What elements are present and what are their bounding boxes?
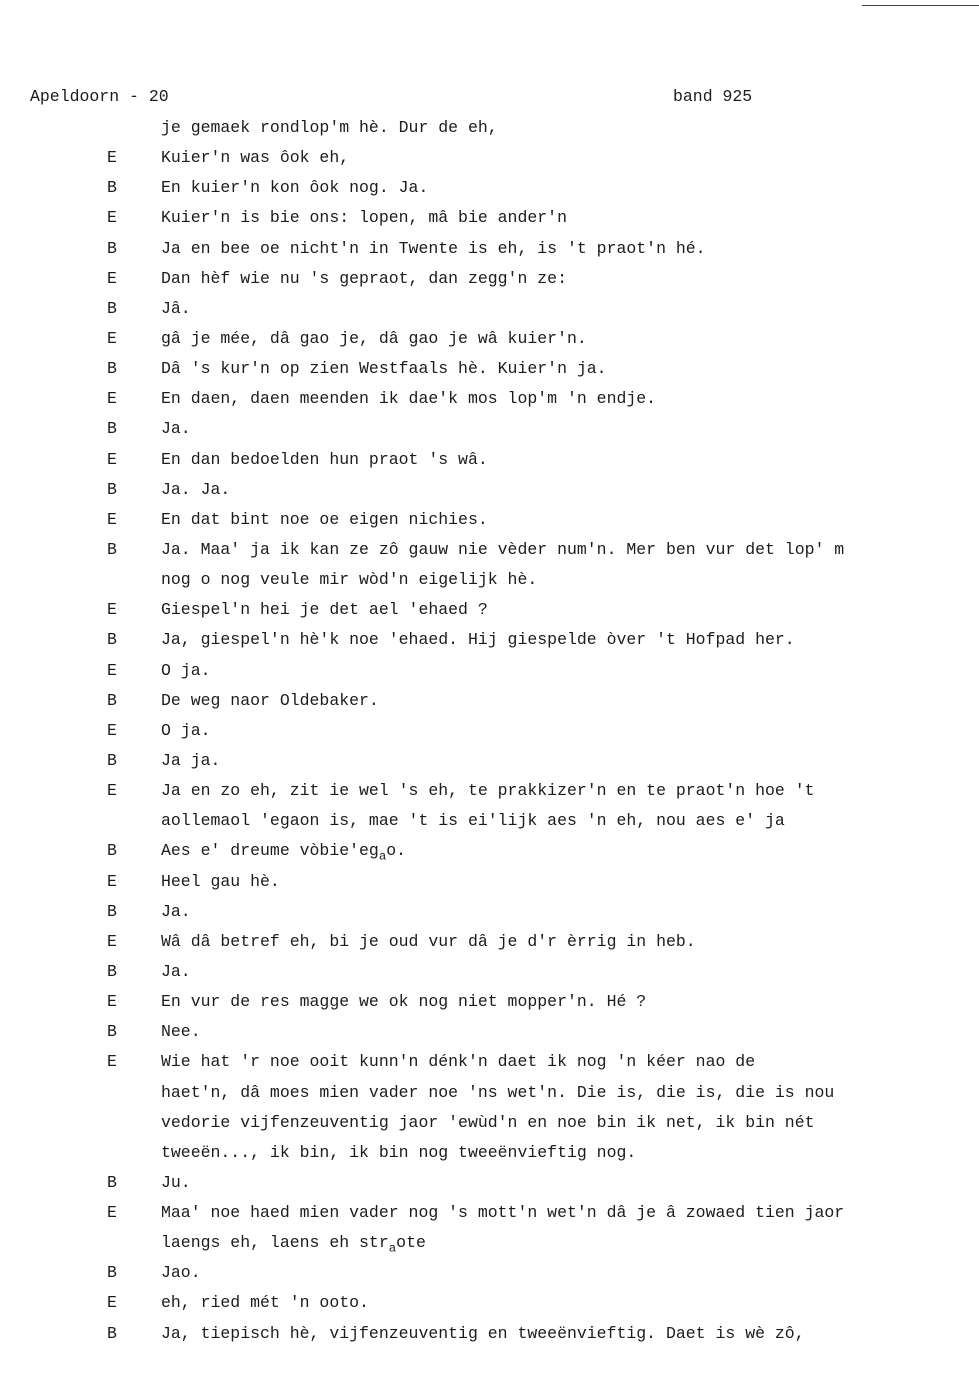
transcript-line — [0, 600, 979, 630]
speaker-label: E — [107, 1052, 117, 1072]
transcript-line — [0, 841, 979, 871]
transcript-line — [0, 1022, 979, 1052]
transcript-line — [0, 480, 979, 510]
transcript-line — [0, 1293, 979, 1323]
speaker-label: B — [107, 359, 117, 379]
line-text — [161, 751, 220, 770]
speaker-label: B — [107, 630, 117, 650]
line-text-main: Ja, giespel'n hè'k noe 'ehaed. Hij giespelde òver 't Hofpad her. — [161, 630, 795, 650]
speaker-label: E — [107, 600, 117, 620]
line-text-main: Dâ 's kur'n op zien Westfaals hè. Kuier'n ja. — [161, 359, 607, 379]
line-text — [161, 1203, 844, 1222]
line-text — [161, 359, 607, 378]
transcript-line — [0, 691, 979, 721]
speaker-label: E — [107, 871, 117, 891]
line-text-main: Kuier'n was ôok eh, — [161, 148, 350, 168]
line-text — [161, 962, 191, 981]
transcript-line — [0, 118, 979, 148]
transcript-line — [0, 992, 979, 1022]
speaker-label: E — [107, 268, 117, 288]
line-text — [161, 781, 815, 800]
speaker-label: B — [107, 539, 117, 559]
line-text-main: Ja. — [161, 901, 191, 921]
transcript-line — [0, 1113, 979, 1143]
line-text — [161, 932, 696, 951]
line-text — [161, 299, 191, 318]
line-text — [161, 1083, 834, 1102]
transcript-line — [0, 811, 979, 841]
speaker-label: E — [107, 720, 117, 740]
speaker-label: E — [107, 781, 117, 801]
line-text — [161, 389, 656, 408]
speaker-label: B — [107, 690, 117, 710]
transcript-line — [0, 1083, 979, 1113]
transcript-line — [0, 1203, 979, 1233]
line-text — [161, 1263, 201, 1282]
transcript-line — [0, 1052, 979, 1082]
line-text — [161, 1233, 426, 1255]
speaker-label: B — [107, 1172, 117, 1192]
speaker-label: E — [107, 148, 117, 168]
transcript-line — [0, 661, 979, 691]
speaker-label: E — [107, 660, 117, 680]
speaker-label: B — [107, 901, 117, 921]
line-text — [161, 902, 191, 921]
line-text-tail: ote — [396, 1233, 426, 1253]
line-text — [161, 510, 488, 529]
line-text-main: aollemaol 'egaon is, mae 't is ei'lijk aes 'n eh, nou aes e' ja — [161, 811, 785, 831]
transcript-line — [0, 359, 979, 389]
line-text — [161, 661, 211, 680]
line-text-main: Aes e' dreume vòbie'eg — [161, 841, 379, 861]
line-subscript: a — [378, 849, 387, 864]
line-text-main: Heel gau hè. — [161, 871, 280, 891]
line-text-main: Ja ja. — [161, 750, 221, 770]
line-text — [161, 600, 488, 619]
line-text-main: eh, ried mét 'n ooto. — [161, 1293, 369, 1313]
line-text-main: Wâ dâ betref eh, bi je oud vur dâ je d'r èrrig in heb. — [161, 931, 696, 951]
line-text — [161, 811, 785, 830]
line-text — [161, 630, 795, 649]
transcript-line — [0, 781, 979, 811]
transcript-line — [0, 148, 979, 178]
line-text-main: Giespel'n hei je det ael 'ehaed ? — [161, 600, 488, 620]
line-text — [161, 540, 844, 559]
transcript-line — [0, 299, 979, 329]
transcript-line — [0, 902, 979, 932]
line-text — [161, 239, 706, 258]
line-subscript: a — [388, 1241, 397, 1256]
transcript-line — [0, 962, 979, 992]
line-text — [161, 1113, 815, 1132]
speaker-label: B — [107, 1323, 117, 1343]
transcript-line — [0, 510, 979, 540]
speaker-label: B — [107, 1022, 117, 1042]
transcript-line — [0, 1263, 979, 1293]
line-text — [161, 1324, 805, 1343]
speaker-label: B — [107, 961, 117, 981]
line-text-main: Ja en zo eh, zit ie wel 's eh, te prakkizer'n en te praot'n hoe 't — [161, 781, 815, 801]
speaker-label: E — [107, 1203, 117, 1223]
transcript-line — [0, 570, 979, 600]
speaker-label: E — [107, 992, 117, 1012]
line-text-main: O ja. — [161, 720, 211, 740]
transcript-line — [0, 329, 979, 359]
line-text-main: je gemaek rondlop'm hè. Dur de eh, — [161, 118, 498, 137]
header-location: Apeldoorn - 20 — [30, 87, 169, 106]
speaker-label: E — [107, 389, 117, 409]
speaker-label: B — [107, 841, 117, 861]
line-text — [161, 691, 379, 710]
line-text — [161, 208, 567, 227]
transcript-line — [0, 872, 979, 902]
line-text — [161, 1293, 369, 1312]
transcript-line — [0, 540, 979, 570]
line-text — [161, 480, 230, 499]
line-text-main: En dan bedoelden hun praot 's wâ. — [161, 449, 488, 469]
speaker-label: E — [107, 328, 117, 348]
line-text-main: De weg naor Oldebaker. — [161, 690, 379, 710]
speaker-label: B — [107, 1263, 117, 1283]
header-tape-number: band 925 — [673, 87, 753, 106]
transcript-line — [0, 630, 979, 660]
transcript-line — [0, 1233, 979, 1263]
line-text — [161, 450, 488, 469]
line-text — [161, 148, 349, 167]
transcript-line — [0, 751, 979, 781]
line-text-main: Ja. Ja. — [161, 479, 231, 499]
line-text-main: Ja. — [161, 961, 191, 981]
line-text-main: En vur de res magge we ok nog niet mopper'n. Hé ? — [161, 992, 647, 1012]
line-text-main: vedorie vijfenzeuventig jaor 'ewùd'n en noe bin ik net, ik bin nét — [161, 1112, 815, 1132]
speaker-label: B — [107, 750, 117, 770]
speaker-label: E — [107, 449, 117, 469]
transcript-line — [0, 932, 979, 962]
line-text — [161, 570, 537, 589]
line-text-main: Ju. — [161, 1172, 191, 1192]
speaker-label: B — [107, 419, 117, 439]
speaker-label: B — [107, 298, 117, 318]
transcript-line — [0, 1324, 979, 1354]
speaker-label: B — [107, 178, 117, 198]
line-text-main: En kuier'n kon ôok nog. Ja. — [161, 178, 429, 198]
transcript-line — [0, 269, 979, 299]
line-text-main: En daen, daen meenden ik dae'k mos lop'm 'n endje. — [161, 389, 657, 409]
line-text-main: haet'n, dâ moes mien vader noe 'ns wet'n. Die is, die is, die is nou — [161, 1082, 835, 1102]
line-text-main: Jâ. — [161, 298, 191, 318]
line-text — [161, 419, 191, 438]
line-text-main: En dat bint noe oe eigen nichies. — [161, 509, 488, 529]
line-text-main: tweeën..., ik bin, ik bin nog tweeënvieftig nog. — [161, 1142, 637, 1162]
line-text — [161, 721, 211, 740]
line-text-main: Ja. Maa' ja ik kan ze zô gauw nie vèder num'n. Mer ben vur det lop' m — [161, 539, 845, 559]
top-rule — [862, 5, 979, 6]
transcript-lines — [0, 118, 979, 1354]
line-text — [161, 872, 280, 891]
line-text-main: gâ je mée, dâ gao je, dâ gao je wâ kuier'n. — [161, 328, 587, 348]
transcript-line — [0, 239, 979, 269]
line-text — [161, 1022, 201, 1041]
line-text — [161, 269, 567, 288]
line-text-main: laengs eh, laens eh str — [161, 1233, 389, 1253]
line-text — [161, 1052, 755, 1071]
speaker-label: B — [107, 479, 117, 499]
line-text — [161, 1173, 191, 1192]
transcript-line — [0, 1173, 979, 1203]
line-text — [161, 841, 406, 863]
transcript-line — [0, 1143, 979, 1173]
transcript-line — [0, 178, 979, 208]
line-text-main: Dan hèf wie nu 's gepraot, dan zegg'n ze: — [161, 268, 567, 288]
transcript-line — [0, 721, 979, 751]
line-text — [161, 329, 587, 348]
speaker-label: E — [107, 208, 117, 228]
speaker-label: E — [107, 1293, 117, 1313]
line-text-main: Ja. — [161, 419, 191, 439]
speaker-label: E — [107, 509, 117, 529]
line-text-main: nog o nog veule mir wòd'n eigelijk hè. — [161, 570, 538, 590]
transcript-line — [0, 450, 979, 480]
line-text — [161, 1143, 636, 1162]
line-text — [161, 118, 498, 137]
line-text-main: Kuier'n is bie ons: lopen, mâ bie ander'n — [161, 208, 567, 228]
line-text-main: Ja, tiepisch hè, vijfenzeuventig en tweeënvieftig. Daet is wè zô, — [161, 1323, 805, 1343]
transcript-line — [0, 208, 979, 238]
speaker-label: E — [107, 931, 117, 951]
page-header — [30, 87, 770, 109]
line-text-main: Ja en bee oe nicht'n in Twente is eh, is 't praot'n hé. — [161, 238, 706, 258]
line-text-main: Wie hat 'r noe ooit kunn'n dénk'n daet ik nog 'n kéer nao de — [161, 1052, 756, 1072]
line-text-main: Maa' noe haed mien vader nog 's mott'n wet'n dâ je â zowaed tien jaor — [161, 1203, 845, 1223]
line-text-main: Jao. — [161, 1263, 201, 1283]
line-text-main: Nee. — [161, 1022, 201, 1042]
line-text — [161, 178, 428, 197]
transcript-line — [0, 389, 979, 419]
line-text — [161, 992, 646, 1011]
line-text-tail: o. — [386, 841, 407, 861]
transcript-line — [0, 419, 979, 449]
speaker-label: B — [107, 238, 117, 258]
line-text-main: O ja. — [161, 660, 211, 680]
